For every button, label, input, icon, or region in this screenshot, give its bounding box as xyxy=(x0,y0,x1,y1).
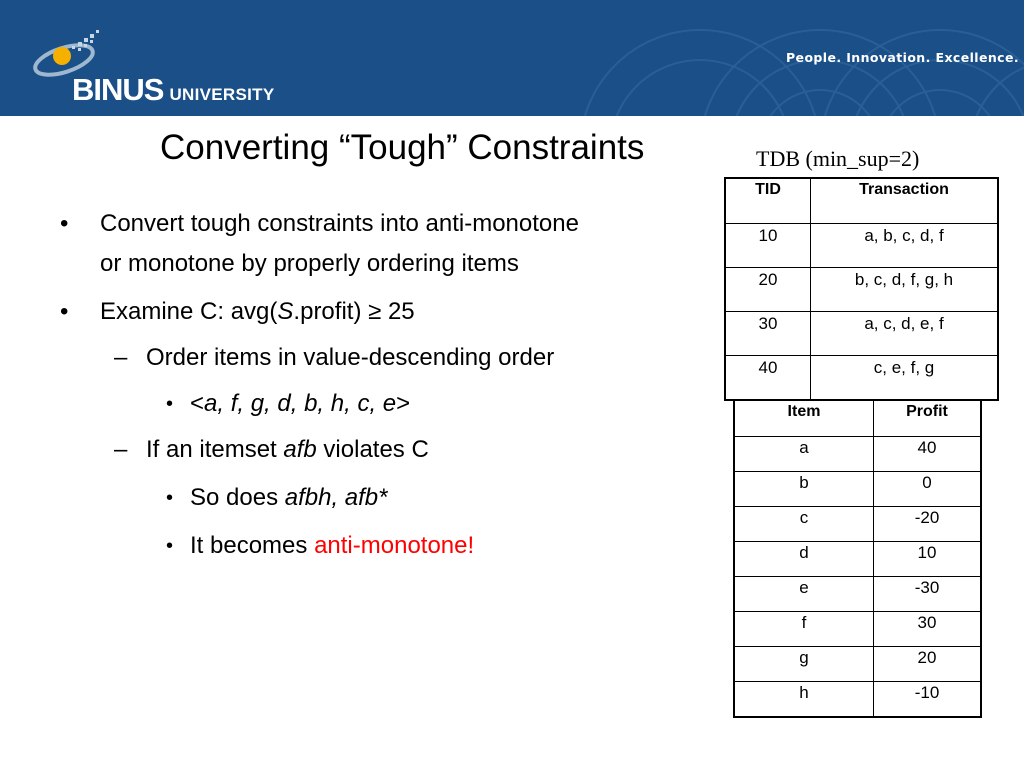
sub-sub-bullet-text xyxy=(190,478,387,518)
text-span: < xyxy=(190,390,205,417)
table-cell: a, b, c, d, f xyxy=(811,224,999,268)
table-cell: -20 xyxy=(874,507,982,542)
table-row xyxy=(734,577,981,612)
bullet-marker: • xyxy=(166,535,174,557)
table-cell: f xyxy=(734,612,874,647)
table-cell: 10 xyxy=(874,542,982,577)
dash-marker: – xyxy=(114,344,128,371)
table-row xyxy=(734,542,981,577)
bullet-marker: • xyxy=(166,393,174,415)
sub-bullet-text: Order items in value-descending order xyxy=(146,344,555,371)
text-span: .profit) ≥ 25 xyxy=(293,298,415,325)
profit-table xyxy=(733,399,982,718)
table-row xyxy=(734,507,981,542)
bullet-text-line: or monotone by properly ordering items xyxy=(100,250,519,277)
header-banner xyxy=(0,0,1024,116)
text-span: Examine C: avg( xyxy=(100,298,278,325)
logo-wordmark xyxy=(72,72,274,108)
logo-emblem-icon xyxy=(28,18,138,78)
table-cell: g xyxy=(734,647,874,682)
logo-university-text: UNIVERSITY xyxy=(169,85,275,104)
logo-binus-text: BINUS xyxy=(72,72,164,107)
table-row xyxy=(734,647,981,682)
sub-bullet-text xyxy=(146,430,429,470)
highlighted-text: anti-monotone! xyxy=(314,532,475,559)
bullet-marker: • xyxy=(60,298,69,325)
column-header: Item xyxy=(734,400,874,437)
tagline: People. Innovation. Excellence. xyxy=(786,50,1019,65)
text-span-italic: S xyxy=(277,298,294,325)
column-header: TID xyxy=(725,178,811,224)
bullet-text-line xyxy=(100,292,415,332)
table-cell: c, e, f, g xyxy=(811,356,999,401)
table-row xyxy=(725,224,998,268)
table-cell: 10 xyxy=(725,224,811,268)
table-cell: d xyxy=(734,542,874,577)
table-row xyxy=(734,472,981,507)
table-cell: a xyxy=(734,437,874,472)
text-span: If an itemset xyxy=(146,436,284,463)
table-cell: 20 xyxy=(725,268,811,312)
table-cell: 30 xyxy=(725,312,811,356)
table-row xyxy=(734,682,981,718)
sub-sub-bullet-text xyxy=(190,384,410,424)
tdb-caption: TDB (min_sup=2) xyxy=(756,146,920,171)
table-cell: 40 xyxy=(725,356,811,401)
table-row xyxy=(725,312,998,356)
column-header: Profit xyxy=(874,400,982,437)
tdb-table xyxy=(724,177,999,401)
table-cell: c xyxy=(734,507,874,542)
text-span-italic: afbh, afb* xyxy=(284,484,388,511)
text-span: violates C xyxy=(316,436,429,463)
dash-marker: – xyxy=(114,436,128,463)
table-header-row xyxy=(725,178,998,224)
table-cell: 40 xyxy=(874,437,982,472)
table-cell: 30 xyxy=(874,612,982,647)
table-cell: -10 xyxy=(874,682,982,718)
table-cell: h xyxy=(734,682,874,718)
text-span-italic: afb xyxy=(283,436,317,463)
column-header: Transaction xyxy=(811,178,999,224)
table-cell: b, c, d, f, g, h xyxy=(811,268,999,312)
table-header-row xyxy=(734,400,981,437)
slide-title: Converting “Tough” Constraints xyxy=(160,128,645,167)
table-cell: 20 xyxy=(874,647,982,682)
bullet-text-line: Convert tough constraints into anti-monotone xyxy=(100,210,579,237)
text-span: > xyxy=(396,390,411,417)
binus-logo xyxy=(28,18,308,108)
table-cell: b xyxy=(734,472,874,507)
table-row xyxy=(734,612,981,647)
table-row xyxy=(725,356,998,401)
sub-sub-bullet-text xyxy=(190,526,474,566)
bullet-marker: • xyxy=(60,210,69,237)
table-row xyxy=(734,437,981,472)
table-cell: 0 xyxy=(874,472,982,507)
text-span-italic: a, f, g, d, b, h, c, e xyxy=(204,390,397,417)
text-span: So does xyxy=(190,484,285,511)
table-cell: -30 xyxy=(874,577,982,612)
table-row xyxy=(725,268,998,312)
table-cell: e xyxy=(734,577,874,612)
text-span: It becomes xyxy=(190,532,315,559)
table-cell: a, c, d, e, f xyxy=(811,312,999,356)
bullet-marker: • xyxy=(166,487,174,509)
